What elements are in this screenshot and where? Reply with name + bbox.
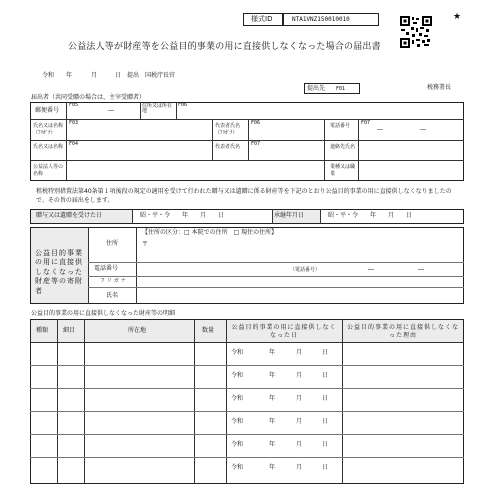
- form-title: 公益法人等が財産等を公益目的事業の用に直接供しなくなった場合の届出書: [68, 42, 381, 52]
- detail-row-date-part[interactable]: 日: [322, 349, 329, 356]
- donor-side-label: 公益目的事業の用に直接供しなくなった財産等の寄附者: [35, 249, 83, 295]
- col-detail: 細目: [63, 327, 76, 334]
- detail-row-date-part[interactable]: 月: [296, 418, 303, 425]
- detail-row-date-part[interactable]: 月: [296, 441, 303, 448]
- detail-row-date-part[interactable]: 月: [296, 464, 303, 471]
- col-reason: 公益目的事業の用に直接供しなくなった理由: [346, 324, 459, 340]
- detail-row-divider: [30, 457, 464, 458]
- succession-label: 承継年月日: [274, 212, 305, 219]
- receipt-date[interactable]: 昭・平・令 年 月 日: [140, 212, 225, 219]
- details-heading: 公益目的事業の用に直接供しなくなった財産等の明細: [31, 310, 176, 317]
- detail-row-date-part[interactable]: 年: [269, 372, 276, 379]
- rep1-label: 代表者氏名（ﾌﾘｶﾞﾅ）: [215, 123, 241, 136]
- donor-address-label: 住所: [106, 240, 119, 247]
- donor-phone-dash-2[interactable]: ―: [418, 266, 424, 273]
- donor-phone-dash[interactable]: ―: [368, 266, 374, 273]
- form-id-value: NTA1VNZ150010010: [292, 16, 350, 23]
- col-date: 公益目的事業の用に直接供しなくなった日: [231, 324, 337, 340]
- detail-row-date-part[interactable]: 日: [322, 464, 329, 471]
- name1-label: 氏名又は名称（ﾌﾘｶﾞﾅ）: [33, 123, 64, 136]
- phone-label: 電話番号: [330, 123, 351, 129]
- detail-row-date-part[interactable]: 月: [296, 349, 303, 356]
- detail-row-date-part[interactable]: 年: [269, 418, 276, 425]
- date-year: 年: [66, 72, 73, 79]
- col-kind: 種類: [36, 327, 49, 334]
- detail-row-date-part[interactable]: 令和: [231, 464, 244, 471]
- form-id-label: 様式ID: [251, 15, 273, 23]
- name2-label: 氏名又は名称: [33, 144, 64, 150]
- detail-row-divider: [30, 434, 464, 435]
- donor-postal-mark[interactable]: 〒: [142, 241, 149, 248]
- tax-office-box[interactable]: [304, 83, 360, 94]
- phone-code-ref[interactable]: F07: [361, 120, 371, 126]
- detail-row-date-part[interactable]: 日: [322, 395, 329, 402]
- form-id-value-box: [283, 13, 379, 26]
- date-day: 日: [115, 72, 122, 79]
- postal-dash[interactable]: ―: [108, 107, 114, 114]
- donor-name-label: 氏名: [106, 292, 119, 299]
- postal-label: 郵便番号: [35, 107, 60, 114]
- name2-code-ref[interactable]: F04: [69, 141, 79, 147]
- detail-row-date-part[interactable]: 令和: [231, 349, 244, 356]
- tax-office-code: F01: [336, 86, 346, 92]
- detail-row-date-part[interactable]: 日: [322, 441, 329, 448]
- date-addressee: 国税庁長官: [145, 72, 176, 79]
- address-label: 住所又は所在地: [142, 103, 173, 114]
- detail-row-date-part[interactable]: 月: [296, 372, 303, 379]
- details-table: [30, 319, 464, 484]
- detail-row-date-part[interactable]: 令和: [231, 441, 244, 448]
- date-submit: 提出: [127, 72, 140, 79]
- detail-row-date-part[interactable]: 令和: [231, 418, 244, 425]
- detail-row-date-part[interactable]: 令和: [231, 395, 244, 402]
- phone-dash-2: ―: [420, 126, 426, 133]
- applicant-table: [30, 102, 464, 181]
- phone-dash-1: ―: [377, 126, 383, 133]
- form-id-label-box: [243, 13, 283, 26]
- detail-row-date-part[interactable]: 年: [269, 464, 276, 471]
- applicant-heading: 届出者（共同受贈の場合は、主宰受贈者）: [31, 94, 146, 101]
- detail-row-date-part[interactable]: 年: [269, 395, 276, 402]
- detail-row-divider: [30, 411, 464, 412]
- statement-text: 租税特別措置法第40条第１項後段の規定の適用を受けて行われた贈与又は遺贈に係る財産等を下記のとおり公益目的事業の用に直接供しなくなりましたので、その旨の届出をします。: [36, 188, 452, 205]
- rep2-code-ref[interactable]: F07: [251, 141, 261, 147]
- address-code-ref: F06: [178, 102, 188, 108]
- detail-row-date-part[interactable]: 日: [322, 418, 329, 425]
- donor-kana-label: フリガナ: [100, 278, 128, 284]
- col-quantity: 数量: [202, 327, 215, 334]
- contact-label: 連絡先氏名: [330, 144, 356, 150]
- succession-date[interactable]: 昭・平・令 年 月 日: [328, 212, 413, 219]
- detail-row-date-part[interactable]: 月: [296, 395, 303, 402]
- receipt-label: 贈与又は遺贈を受けた日: [36, 212, 103, 219]
- date-era: 令和: [42, 72, 55, 79]
- detail-row-divider: [30, 388, 464, 389]
- tax-office-prefix: 提出先: [307, 85, 326, 92]
- name1-code-ref[interactable]: F03: [69, 120, 79, 126]
- corp-name-label: 公益法人等の名称: [33, 164, 64, 177]
- tax-office-suffix: 税務署長: [427, 84, 452, 91]
- star-mark: ★: [453, 12, 462, 22]
- qr-code-icon: [400, 16, 432, 48]
- detail-row-date-part[interactable]: 年: [269, 349, 276, 356]
- donor-phone-label: 電話番号: [94, 265, 119, 272]
- rep1-code-ref[interactable]: F06: [251, 120, 261, 126]
- rep2-label: 代表者氏名: [215, 144, 241, 150]
- detail-row-date-part[interactable]: 日: [322, 372, 329, 379]
- col-location: 所在地: [128, 327, 147, 334]
- donor-phone-mark: （電話番号）: [290, 267, 321, 273]
- donor-address-category[interactable]: 【住所の区分：□ 本院での住所 □ 現住の住所】: [142, 229, 278, 236]
- detail-row-date-part[interactable]: 令和: [231, 372, 244, 379]
- date-month: 月: [91, 72, 98, 79]
- detail-row-date-part[interactable]: 年: [269, 441, 276, 448]
- postal-code-ref: F05: [69, 102, 79, 108]
- business-label: 業種又は職業: [330, 164, 356, 177]
- detail-row-divider: [30, 365, 464, 366]
